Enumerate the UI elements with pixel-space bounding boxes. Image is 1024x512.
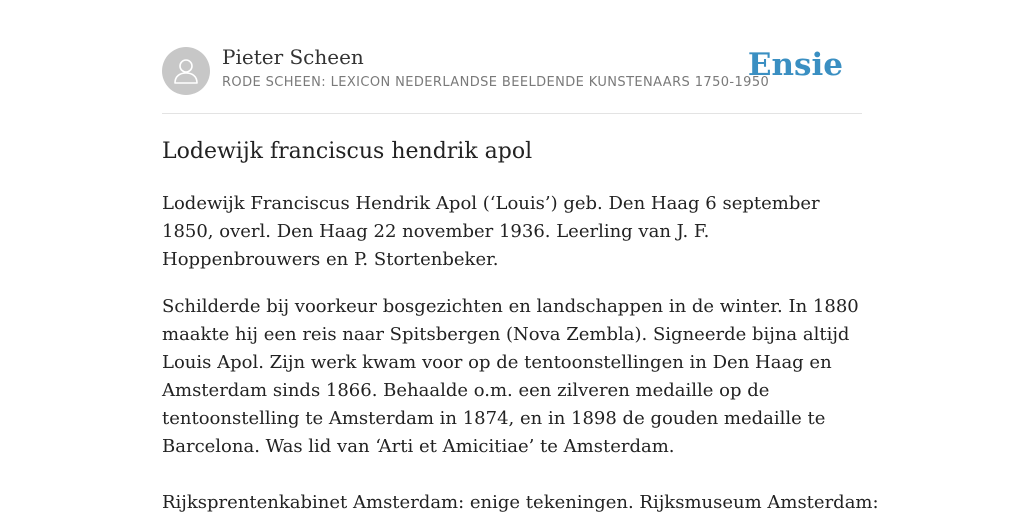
article-page (162, 0, 879, 512)
article-paragraph: Lodewijk Franciscus Hendrik Apol (‘Louis’) geb. Den Haag 6 september 1850, overl. Den Haag 22 november 1936. Leerling van J. F. Hoppenbrouwers en P. Stortenbeker. (162, 193, 820, 270)
source-lexicon[interactable]: RODE SCHEEN: LEXICON NEDERLANDSE BEELDENDE KUNSTENAARS 1750-1950 (222, 75, 770, 90)
article-paragraph: Schilderde bij voorkeur bosgezichten en landschappen in de winter. In 1880 maakte hij een reis naar Spitsbergen (Nova Zembla). Signeerde bijna altijd Louis Apol. Zijn werk kwam voor op de tentoonstellingen in Den Haag en Amsterdam sinds 1866. Behaalde o.m. een zilveren medaille op de tentoonstelling te Amsterdam in 1874, en in 1898 de gouden medaille te Barcelona. Was lid van ‘Arti et Amicitiae’ te Amsterdam. (162, 296, 859, 457)
author-avatar[interactable] (162, 47, 210, 95)
article-paragraph: Rijksprentenkabinet Amsterdam: enige tekeningen. Rijksmuseum Amsterdam: (162, 492, 879, 512)
user-silhouette-icon (171, 56, 201, 86)
article-header (162, 0, 862, 114)
author-name[interactable]: Pieter Scheen (222, 45, 364, 69)
brand-logo-link[interactable]: Ensie (747, 47, 843, 83)
article-title: Lodewijk franciscus hendrik apol (162, 139, 533, 164)
